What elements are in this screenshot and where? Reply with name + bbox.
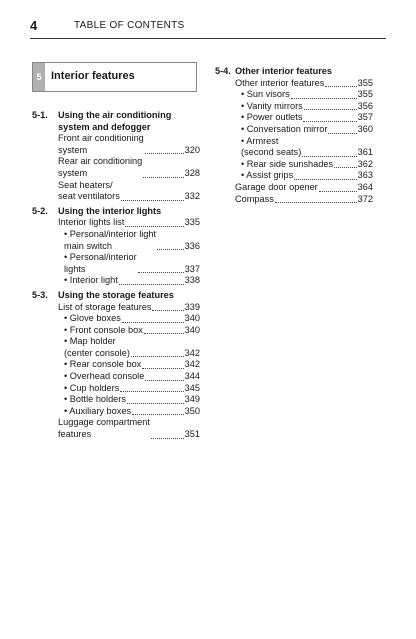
- toc-group-title: Using the air conditioning system and defogger: [58, 110, 172, 132]
- toc-group-number: 5-1.: [32, 110, 48, 120]
- toc-entry-page: 355: [357, 89, 373, 100]
- header-title: TABLE OF CONTENTS: [74, 20, 185, 31]
- section-title: Interior features: [51, 70, 135, 82]
- toc-entry[interactable]: [58, 217, 200, 229]
- header-divider: [30, 38, 386, 39]
- toc-entry-text: • Conversation mirror: [241, 123, 328, 134]
- dot-leader: [325, 86, 356, 87]
- toc-entry[interactable]: [58, 275, 200, 287]
- toc-entry-text: • Bottle holders: [64, 394, 126, 405]
- toc-entry-text: • Personal/interior lights: [64, 252, 137, 274]
- left-toc-groups: [32, 110, 200, 441]
- toc-entry-page: 342: [184, 347, 200, 358]
- toc-entry-text: • Map holder (center console): [64, 336, 130, 358]
- dot-leader: [152, 310, 183, 311]
- toc-entry[interactable]: [58, 252, 200, 275]
- toc-group: [32, 206, 200, 287]
- toc-entry[interactable]: [235, 159, 373, 171]
- toc-entry-text: • Armrest (second seats): [241, 135, 302, 158]
- toc-group-heading[interactable]: [32, 206, 200, 218]
- toc-entry-page: 350: [184, 405, 200, 416]
- toc-entry-page: 363: [357, 170, 373, 181]
- toc-entry-text: • Cup holders: [64, 382, 120, 393]
- dot-leader: [143, 177, 183, 178]
- toc-entry[interactable]: [58, 394, 200, 406]
- dot-leader: [144, 333, 184, 334]
- dot-leader: [151, 438, 184, 439]
- toc-entry[interactable]: [235, 182, 373, 194]
- toc-entry[interactable]: [58, 359, 200, 371]
- toc-entries: [32, 217, 200, 287]
- toc-entry[interactable]: [235, 101, 373, 113]
- toc-entry-page: 338: [184, 275, 200, 286]
- toc-entry-page: 357: [357, 112, 373, 123]
- toc-entry-page: 351: [184, 429, 200, 440]
- toc-entry[interactable]: [58, 406, 200, 418]
- toc-entry[interactable]: [235, 194, 373, 206]
- toc-entry[interactable]: [58, 133, 200, 156]
- toc-entry[interactable]: [58, 336, 200, 359]
- toc-entries: [215, 78, 373, 206]
- dot-leader: [304, 109, 357, 110]
- toc-entry-text: • Power outlets: [241, 112, 303, 123]
- toc-entry-page: 336: [184, 240, 200, 251]
- toc-group-heading[interactable]: [32, 110, 200, 133]
- toc-entry-page: 320: [184, 144, 200, 155]
- right-toc-groups: [215, 66, 373, 205]
- toc-entry[interactable]: [58, 371, 200, 383]
- toc-entry-text: • Vanity mirrors: [241, 100, 303, 111]
- toc-group-title: Using the interior lights: [58, 205, 162, 216]
- dot-leader: [302, 156, 356, 157]
- page-number: 4: [30, 18, 38, 33]
- dot-leader: [294, 179, 356, 180]
- toc-entry[interactable]: [235, 170, 373, 182]
- section-banner: [32, 62, 197, 92]
- toc-group-number: 5-4.: [215, 66, 231, 76]
- toc-entry[interactable]: [58, 383, 200, 395]
- toc-entry[interactable]: [58, 302, 200, 314]
- toc-entry-text: Front air conditioning system: [58, 133, 144, 155]
- dot-leader: [142, 368, 183, 369]
- toc-entry-page: 335: [184, 217, 200, 228]
- toc-entry-text: List of storage features: [58, 301, 152, 312]
- toc-entry-text: • Assist grips: [241, 170, 294, 181]
- dot-leader: [275, 202, 357, 203]
- toc-entry[interactable]: [58, 325, 200, 337]
- dot-leader: [131, 356, 184, 357]
- toc-entry-text: • Front console box: [64, 324, 143, 335]
- dot-leader: [120, 391, 183, 392]
- dot-leader: [121, 200, 184, 201]
- toc-entry-page: 345: [184, 382, 200, 393]
- toc-entry-text: • Auxiliary boxes: [64, 405, 132, 416]
- toc-entry[interactable]: [58, 229, 200, 252]
- dot-leader: [145, 153, 184, 154]
- toc-entry-page: 355: [357, 77, 373, 88]
- toc-group: [32, 290, 200, 441]
- toc-entry-page: 339: [184, 301, 200, 312]
- toc-entry-page: 337: [184, 263, 200, 274]
- toc-entry-page: 361: [357, 147, 373, 158]
- toc-group-number: 5-2.: [32, 205, 48, 216]
- dot-leader: [319, 191, 357, 192]
- toc-entry-text: • Personal/interior light main switch: [64, 228, 157, 251]
- toc-entry[interactable]: [235, 89, 373, 101]
- dot-leader: [334, 167, 357, 168]
- toc-group-heading[interactable]: [215, 66, 373, 78]
- toc-entry[interactable]: [58, 417, 200, 440]
- dot-leader: [125, 226, 183, 227]
- toc-entry-text: Luggage compartment features: [58, 417, 150, 440]
- toc-group-title: Other interior features: [235, 66, 333, 76]
- dot-leader: [127, 403, 184, 404]
- toc-entry-page: 364: [357, 181, 373, 192]
- toc-entry-text: Interior lights list: [58, 217, 125, 228]
- toc-entry-text: Seat heaters/ seat ventilators: [58, 179, 120, 202]
- toc-entry-page: 372: [357, 193, 373, 204]
- toc-entry[interactable]: [235, 78, 373, 90]
- dot-leader: [132, 414, 184, 415]
- toc-entry-page: 356: [357, 100, 373, 111]
- toc-entry-page: 340: [184, 324, 200, 335]
- section-number: 5: [33, 63, 45, 91]
- toc-entries: [32, 302, 200, 441]
- dot-leader: [122, 322, 184, 323]
- dot-leader: [157, 249, 184, 250]
- dot-leader: [138, 272, 184, 273]
- toc-entry-text: • Rear console box: [64, 359, 142, 370]
- toc-entry-page: 344: [184, 371, 200, 382]
- dot-leader: [291, 98, 357, 99]
- toc-entry-text: Other interior features: [235, 77, 325, 88]
- toc-entry[interactable]: [58, 313, 200, 325]
- toc-entry[interactable]: [235, 136, 373, 159]
- toc-entry-text: Garage door opener: [235, 181, 318, 192]
- right-column: [215, 66, 373, 205]
- toc-entry-text: • Rear side sunshades: [241, 158, 334, 169]
- dot-leader: [328, 133, 356, 134]
- toc-entry-text: Compass: [235, 193, 274, 204]
- toc-entry-page: 332: [184, 191, 200, 202]
- toc-entry[interactable]: [58, 156, 200, 179]
- toc-entry[interactable]: [235, 112, 373, 124]
- toc-entry-text: Rear air conditioning system: [58, 156, 143, 178]
- toc-entry-page: 349: [184, 394, 200, 405]
- toc-group-heading[interactable]: [32, 290, 200, 302]
- toc-entry[interactable]: [235, 124, 373, 136]
- toc-entry-page: 362: [357, 158, 373, 169]
- dot-leader: [303, 121, 356, 122]
- toc-group-number: 5-3.: [32, 289, 48, 300]
- toc-entry-page: 360: [357, 123, 373, 134]
- dot-leader: [119, 284, 184, 285]
- dot-leader: [145, 380, 183, 381]
- toc-group: [32, 110, 200, 203]
- toc-entry-page: 328: [184, 167, 200, 178]
- toc-entry-page: 342: [184, 359, 200, 370]
- toc-entry-text: • Glove boxes: [64, 313, 121, 324]
- toc-entries: [32, 133, 200, 203]
- toc-entry-text: • Sun visors: [241, 89, 290, 100]
- left-column: [32, 62, 200, 444]
- toc-group: [215, 66, 373, 205]
- toc-entry[interactable]: [58, 180, 200, 203]
- page-header: [30, 14, 386, 36]
- toc-group-title: Using the storage features: [58, 289, 174, 300]
- toc-entry-page: 340: [184, 313, 200, 324]
- toc-entry-text: • Overhead console: [64, 371, 145, 382]
- toc-entry-text: • Interior light: [64, 275, 118, 286]
